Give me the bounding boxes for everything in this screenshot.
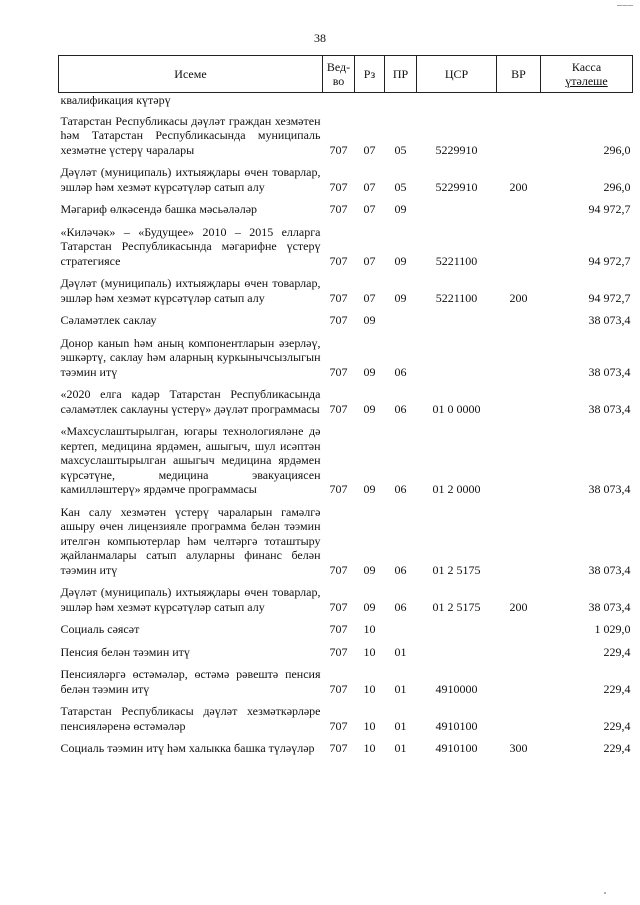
row-vr [497,662,541,699]
row-ved: 707 [329,599,348,614]
row-pr: 01 [394,718,407,733]
row-amount: 38 073,4 [588,562,631,577]
table-row [59,160,633,197]
row-name: Пенсия белән тәэмин итү [60,644,190,659]
row-pr: 09 [394,253,407,268]
row-amount: 38 073,4 [588,364,631,379]
row-csr: 01 2 0000 [432,482,481,496]
header-kassa-line1: Касса [571,60,602,74]
row-rz: 07 [363,253,376,268]
row-amount: 38 073,4 [588,482,631,496]
row-csr [417,331,497,383]
table-row [59,500,633,581]
row-pr: 06 [394,562,407,577]
row-ved: 707 [329,253,348,268]
row-name: Кан салу хезмәтен үстерү чараларын гамәлгә ашыру өчен лицензияле программа белән тәэмин ителгән компьютерлар һәм челтәргә тоташтыру җайланмалары сатып алуларны финанс белән тәэмин итү [60,504,321,577]
row-pr: 09 [394,290,407,305]
row-ved: 707 [329,718,348,733]
row-name: Дәүләт (муниципаль) ихтыяҗлары өчен товарлар, эшләр һәм хезмәт күрсәтүләр сатып алу [60,165,321,194]
row-name: Дәүләт (муниципаль) ихтыяҗлары өчен товарлар, эшләр һәм хезмәт күрсәтүләр сатып алу [60,276,321,305]
table-row [59,662,633,699]
row-vr: 200 [509,599,528,614]
row-rz: 10 [363,741,376,755]
row-ved: 707 [329,202,348,216]
row-ved: 707 [329,622,348,636]
table-row [59,736,633,759]
row-ved: 707 [329,142,348,157]
row-vr [497,308,541,331]
row-pr: 05 [394,179,407,194]
row-name: Социаль сәясәт [60,622,140,636]
row-amount: 38 073,4 [588,313,631,327]
row-pr: 01 [394,741,407,755]
row-pr: 05 [394,142,407,157]
row-vr [497,419,541,500]
page-number: 38 [314,31,326,45]
row-rz: 10 [363,718,376,733]
table-row [59,197,633,220]
row-vr [497,382,541,419]
row-amount: 229,4 [603,741,631,755]
row-amount: 94 972,7 [588,202,631,216]
row-name: Мәгариф өлкәсендә башка мәсьәләләр [60,202,258,216]
row-pr: 01 [394,644,407,659]
row-rz: 09 [363,401,376,416]
row-name: «Махсуслаштырылган, югары технологияләне дә кертеп, медицина ярдәмен, ашыгыч, шул исәптән махсуслаштырылган ашыгыч медицина ярдәмен күрсәтүне, медицина эвакуациясен камилләштерү» ярдәмче программасы [60,424,321,496]
row-pr [385,617,417,640]
table-row [59,617,633,640]
header-kassa [541,56,633,93]
table-row [59,419,633,500]
row-name: Татарстан Республикасы дәүләт хезмәткәрләре пенсияләренә өстәмәләр [60,704,321,733]
table-row [59,331,633,383]
row-rz: 09 [363,599,376,614]
header-rz: Рз [355,56,385,93]
table-row [59,220,633,272]
row-ved: 707 [329,741,348,755]
row-rz: 07 [363,290,376,305]
row-rz: 09 [363,562,376,577]
row-amount: 38 073,4 [588,599,631,614]
row-rz: 07 [363,179,376,194]
row-vr [497,640,541,663]
row-ved: 707 [329,644,348,659]
row-name: Дәүләт (муниципаль) ихтыяҗлары өчен товарлар, эшләр һәм хезмәт күрсәтүләр сатып алу [60,585,321,614]
budget-table [58,55,633,759]
header-vr: ВР [497,56,541,93]
row-amount: 1 029,0 [594,622,631,636]
table-row [59,271,633,308]
row-csr [417,640,497,663]
row-name: Социаль тәэмин итү һәм халыкка башка түләүләр [60,741,315,755]
row-rz: 09 [363,313,376,327]
row-name: Сәламәтлек саклау [60,313,157,327]
table-row [59,308,633,331]
row-amount: 296,0 [603,142,631,157]
row-name: Пенсияләргә өстәмәләр, өстәмә рәвештә пенсия белән тәэмин итү [60,667,321,696]
table-row [59,699,633,736]
row-pr: 09 [394,202,407,216]
table-row [59,382,633,419]
row-csr [417,308,497,331]
row-amount: 38 073,4 [588,401,631,416]
row-csr: 5229910 [435,179,478,194]
row-pr: 06 [394,401,407,416]
header-ved-line2: во [332,74,345,88]
continuation-row [59,93,633,109]
row-csr [417,197,497,220]
row-csr: 5229910 [435,142,478,157]
row-amount: 296,0 [603,179,631,194]
row-ved: 707 [329,681,348,696]
header-kassa-line2: үтәлеше [565,74,608,88]
row-vr: 200 [509,290,528,305]
header-csr: ЦСР [417,56,497,93]
row-rz: 10 [363,622,376,636]
row-vr: 200 [509,179,528,194]
continuation-text: квалификация күтәрү [60,93,171,107]
table-header-row [59,56,633,93]
row-vr [497,699,541,736]
row-ved: 707 [329,364,348,379]
row-vr [497,500,541,581]
header-name: Исеме [59,56,323,93]
table-row [59,109,633,161]
row-amount: 94 972,7 [588,290,631,305]
row-rz: 07 [363,142,376,157]
row-amount: 229,4 [603,644,631,659]
row-vr [497,109,541,161]
corner-mark: ‒ ‒ ‒ [617,0,632,11]
row-amount: 94 972,7 [588,253,631,268]
row-amount: 229,4 [603,718,631,733]
row-name: «Киләчәк» – «Будущее» 2010 – 2015 елларга Татарстан Республикасында мәгарифне үстерү стратегиясе [60,224,321,268]
table-row [59,580,633,617]
row-rz: 09 [363,482,376,496]
header-ved [323,56,355,93]
row-csr: 4910100 [435,718,478,733]
row-pr: 06 [394,364,407,379]
row-vr [497,197,541,220]
row-pr [385,308,417,331]
row-name: Донор каныn һәм аның компонентларын әзерләү, эшкәртү, саклау һәм аларның куркынычсызлыгын тәэмин итү [60,335,321,379]
row-vr [497,220,541,272]
row-rz: 10 [363,681,376,696]
row-vr [497,617,541,640]
row-csr: 01 2 5175 [432,562,481,577]
row-csr: 4910100 [435,741,478,755]
row-csr [417,617,497,640]
row-name: Татарстан Республикасы дәүләт граждан хезмәтен һәм Татарстан Республикасында муниципаль хезмәтне үстерү чаралары [60,113,321,157]
row-rz: 10 [363,644,376,659]
row-pr: 06 [394,599,407,614]
row-name: «2020 елга кадәр Татарстан Республикасында сәламәтлек саклауны үстерү» дәүләт программасы [60,387,321,416]
header-pr: ПР [385,56,417,93]
row-vr: 300 [509,741,528,755]
row-pr: 06 [394,482,407,496]
row-rz: 09 [363,364,376,379]
row-ved: 707 [329,290,348,305]
row-csr: 4910000 [435,681,478,696]
row-rz: 07 [363,202,376,216]
row-ved: 707 [329,401,348,416]
header-ved-line1: Вед- [326,60,351,74]
row-csr: 5221100 [435,253,478,268]
row-pr: 01 [394,681,407,696]
scan-dot [604,892,606,894]
row-ved: 707 [329,313,348,327]
row-vr [497,331,541,383]
row-amount: 229,4 [603,681,631,696]
row-csr: 5221100 [435,290,478,305]
table-row [59,640,633,663]
row-csr: 01 2 5175 [432,599,481,614]
row-ved: 707 [329,482,348,496]
row-ved: 707 [329,562,348,577]
row-csr: 01 0 0000 [432,401,481,416]
row-ved: 707 [329,179,348,194]
